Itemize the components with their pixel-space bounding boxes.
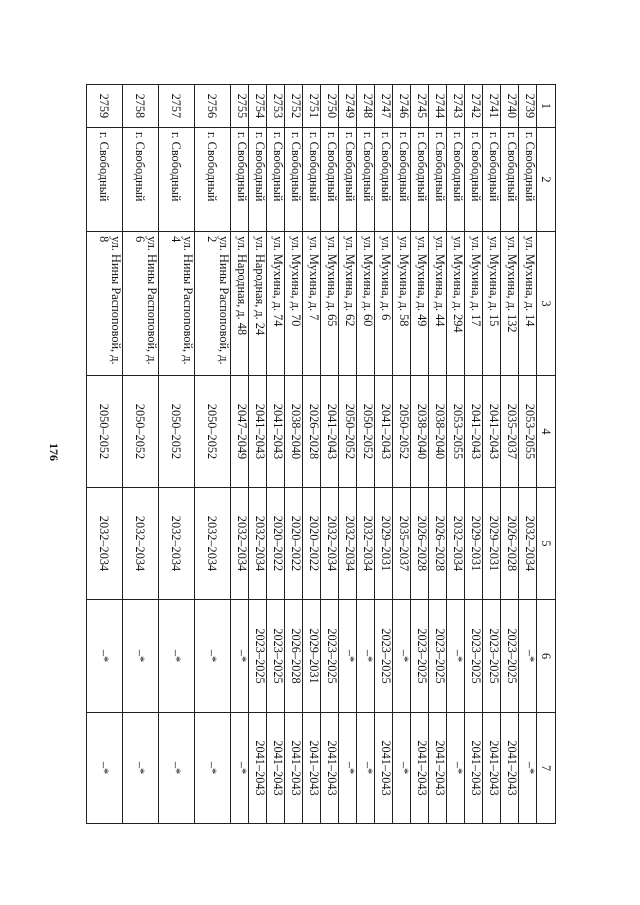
table-cell-col-5: 2029–2031 — [483, 487, 501, 599]
table-cell-col-1: 2748 — [357, 85, 375, 128]
table-cell-col-2: г. Свободный — [267, 127, 285, 231]
table-cell-col-4: 2050–2052 — [123, 375, 159, 487]
table-cell-col-3: ул. Мухина, д. 74 — [267, 232, 285, 376]
table-cell-col-3: ул. Мухина, д. 294 — [447, 232, 465, 376]
table-cell-col-2: г. Свободный — [429, 127, 447, 231]
table-cell-col-1: 2743 — [447, 85, 465, 128]
table-row — [393, 85, 411, 824]
table-cell-col-4: 2041–2043 — [267, 375, 285, 487]
table-cell-col-5: 2032–2034 — [447, 487, 465, 599]
table-cell-col-3: ул. Нины Распоповой, д. 6 — [123, 232, 159, 376]
table-cell-col-4: 2050–2052 — [357, 375, 375, 487]
table-cell-col-7: –* — [123, 713, 159, 824]
table-cell-col-7: –* — [231, 713, 249, 824]
table-cell-col-6: 2026–2028 — [285, 599, 303, 712]
table-cell-col-7: –* — [393, 713, 411, 824]
table-cell-col-5: 2032–2034 — [339, 487, 357, 599]
table-cell-col-5: 2032–2034 — [87, 487, 123, 599]
table-cell-col-1: 2759 — [87, 85, 123, 128]
table-cell-col-7: 2041–2043 — [285, 713, 303, 824]
table-cell-col-4: 2041–2043 — [483, 375, 501, 487]
schedule-table — [86, 84, 556, 824]
table-cell-col-4: 2053–2055 — [447, 375, 465, 487]
table-cell-col-6: –* — [123, 599, 159, 712]
table-row — [339, 85, 357, 824]
table-cell-col-6: 2023–2025 — [375, 599, 393, 712]
table-cell-col-2: г. Свободный — [249, 127, 267, 231]
header-col-6: 6 — [537, 599, 556, 712]
table-row — [195, 85, 231, 824]
table-row — [249, 85, 267, 824]
table-cell-col-7: 2041–2043 — [501, 713, 519, 824]
table-cell-col-4: 2041–2043 — [249, 375, 267, 487]
table-cell-col-6: –* — [231, 599, 249, 712]
table-row — [501, 85, 519, 824]
table-row — [519, 85, 537, 824]
table-cell-col-6: –* — [159, 599, 195, 712]
table-cell-col-7: –* — [159, 713, 195, 824]
table-cell-col-5: 2032–2034 — [357, 487, 375, 599]
table-cell-col-2: г. Свободный — [375, 127, 393, 231]
table-row — [159, 85, 195, 824]
table-cell-col-1: 2755 — [231, 85, 249, 128]
table-cell-col-6: 2023–2025 — [501, 599, 519, 712]
table-cell-col-5: 2020–2022 — [303, 487, 321, 599]
table-cell-col-3: ул. Мухина, д. 15 — [483, 232, 501, 376]
table-cell-col-7: 2041–2043 — [465, 713, 483, 824]
header-col-2: 2 — [537, 127, 556, 231]
table-row — [411, 85, 429, 824]
table-cell-col-5: 2020–2022 — [267, 487, 285, 599]
table-cell-col-6: 2029–2031 — [303, 599, 321, 712]
table-cell-col-1: 2751 — [303, 85, 321, 128]
table-row — [483, 85, 501, 824]
table-cell-col-5: 2032–2034 — [159, 487, 195, 599]
page-number: 176 — [47, 443, 61, 461]
table-cell-col-7: 2041–2043 — [249, 713, 267, 824]
table-container — [97, 84, 556, 824]
table-cell-col-2: г. Свободный — [303, 127, 321, 231]
table-row — [375, 85, 393, 824]
table-cell-col-5: 2029–2031 — [465, 487, 483, 599]
table-cell-col-4: 2050–2052 — [159, 375, 195, 487]
table-cell-col-7: 2041–2043 — [483, 713, 501, 824]
table-cell-col-1: 2740 — [501, 85, 519, 128]
table-cell-col-2: г. Свободный — [465, 127, 483, 231]
table-cell-col-1: 2757 — [159, 85, 195, 128]
table-cell-col-4: 2050–2052 — [87, 375, 123, 487]
table-cell-col-5: 2032–2034 — [123, 487, 159, 599]
table-cell-col-2: г. Свободный — [87, 127, 123, 231]
table-cell-col-6: –* — [87, 599, 123, 712]
table-cell-col-5: 2020–2022 — [285, 487, 303, 599]
table-cell-col-3: ул. Нины Распоповой, д. 4 — [159, 232, 195, 376]
table-row — [267, 85, 285, 824]
table-cell-col-7: –* — [195, 713, 231, 824]
table-cell-col-3: ул. Нины Распоповой, д. 2 — [195, 232, 231, 376]
table-cell-col-4: 2041–2043 — [321, 375, 339, 487]
table-cell-col-5: 2026–2028 — [429, 487, 447, 599]
table-cell-col-6: 2023–2025 — [483, 599, 501, 712]
table-cell-col-3: ул. Народная, д. 24 — [249, 232, 267, 376]
table-cell-col-6: 2023–2025 — [429, 599, 447, 712]
table-row — [447, 85, 465, 824]
table-cell-col-3: ул. Мухина, д. 14 — [519, 232, 537, 376]
table-cell-col-6: –* — [393, 599, 411, 712]
table-cell-col-3: ул. Мухина, д. 62 — [339, 232, 357, 376]
table-cell-col-5: 2029–2031 — [375, 487, 393, 599]
table-cell-col-5: 2032–2034 — [231, 487, 249, 599]
table-cell-col-4: 2053–2055 — [519, 375, 537, 487]
table-cell-col-3: ул. Мухина, д. 6 — [375, 232, 393, 376]
table-row — [429, 85, 447, 824]
table-cell-col-4: 2050–2052 — [393, 375, 411, 487]
table-cell-col-2: г. Свободный — [321, 127, 339, 231]
header-col-7: 7 — [537, 713, 556, 824]
table-cell-col-3: ул. Мухина, д. 7 — [303, 232, 321, 376]
table-cell-col-3: ул. Мухина, д. 70 — [285, 232, 303, 376]
table-cell-col-1: 2747 — [375, 85, 393, 128]
table-cell-col-2: г. Свободный — [357, 127, 375, 231]
table-cell-col-1: 2750 — [321, 85, 339, 128]
table-cell-col-1: 2758 — [123, 85, 159, 128]
table-cell-col-5: 2032–2034 — [249, 487, 267, 599]
table-cell-col-1: 2739 — [519, 85, 537, 128]
table-cell-col-2: г. Свободный — [123, 127, 159, 231]
table-cell-col-6: 2023–2025 — [267, 599, 285, 712]
table-row — [87, 85, 123, 824]
table-cell-col-3: ул. Мухина, д. 49 — [411, 232, 429, 376]
table-row — [465, 85, 483, 824]
table-cell-col-4: 2026–2028 — [303, 375, 321, 487]
table-cell-col-6: 2023–2025 — [321, 599, 339, 712]
table-row — [357, 85, 375, 824]
table-cell-col-3: ул. Народная, д. 48 — [231, 232, 249, 376]
table-cell-col-5: 2026–2028 — [411, 487, 429, 599]
table-cell-col-6: –* — [519, 599, 537, 712]
table-row — [231, 85, 249, 824]
table-cell-col-3: ул. Мухина, д. 65 — [321, 232, 339, 376]
table-cell-col-3: ул. Нины Распоповой, д. 8 — [87, 232, 123, 376]
table-cell-col-6: –* — [357, 599, 375, 712]
table-cell-col-2: г. Свободный — [159, 127, 195, 231]
table-cell-col-2: г. Свободный — [501, 127, 519, 231]
table-cell-col-5: 2032–2034 — [321, 487, 339, 599]
table-cell-col-4: 2047–2049 — [231, 375, 249, 487]
table-cell-col-4: 2050–2052 — [195, 375, 231, 487]
table-cell-col-3: ул. Мухина, д. 60 — [357, 232, 375, 376]
table-row — [285, 85, 303, 824]
table-cell-col-7: 2041–2043 — [267, 713, 285, 824]
table-cell-col-6: 2023–2025 — [465, 599, 483, 712]
table-cell-col-7: –* — [519, 713, 537, 824]
table-cell-col-4: 2041–2043 — [465, 375, 483, 487]
table-cell-col-7: –* — [87, 713, 123, 824]
table-cell-col-1: 2746 — [393, 85, 411, 128]
table-row — [123, 85, 159, 824]
table-cell-col-3: ул. Мухина, д. 132 — [501, 232, 519, 376]
table-cell-col-5: 2035–2037 — [393, 487, 411, 599]
table-cell-col-2: г. Свободный — [393, 127, 411, 231]
table-cell-col-1: 2756 — [195, 85, 231, 128]
table-cell-col-2: г. Свободный — [339, 127, 357, 231]
table-cell-col-1: 2749 — [339, 85, 357, 128]
table-cell-col-2: г. Свободный — [519, 127, 537, 231]
table-cell-col-7: 2041–2043 — [375, 713, 393, 824]
table-row — [321, 85, 339, 824]
table-cell-col-3: ул. Мухина, д. 44 — [429, 232, 447, 376]
table-cell-col-2: г. Свободный — [285, 127, 303, 231]
table-cell-col-7: 2041–2043 — [321, 713, 339, 824]
table-cell-col-2: г. Свободный — [195, 127, 231, 231]
table-cell-col-1: 2752 — [285, 85, 303, 128]
table-cell-col-7: 2041–2043 — [303, 713, 321, 824]
table-cell-col-4: 2041–2043 — [375, 375, 393, 487]
table-row — [303, 85, 321, 824]
table-cell-col-2: г. Свободный — [411, 127, 429, 231]
table-cell-col-4: 2035–2037 — [501, 375, 519, 487]
header-col-3: 3 — [537, 232, 556, 376]
table-cell-col-2: г. Свободный — [447, 127, 465, 231]
table-cell-col-4: 2038–2040 — [429, 375, 447, 487]
table-cell-col-5: 2032–2034 — [195, 487, 231, 599]
table-cell-col-6: –* — [447, 599, 465, 712]
table-cell-col-5: 2026–2028 — [501, 487, 519, 599]
header-col-4: 4 — [537, 375, 556, 487]
table-cell-col-7: –* — [339, 713, 357, 824]
table-cell-col-1: 2742 — [465, 85, 483, 128]
header-col-5: 5 — [537, 487, 556, 599]
table-cell-col-4: 2038–2040 — [285, 375, 303, 487]
table-cell-col-7: –* — [357, 713, 375, 824]
table-cell-col-4: 2050–2052 — [339, 375, 357, 487]
table-cell-col-3: ул. Мухина, д. 58 — [393, 232, 411, 376]
table-cell-col-6: 2023–2025 — [411, 599, 429, 712]
table-cell-col-2: г. Свободный — [231, 127, 249, 231]
table-cell-col-2: г. Свободный — [483, 127, 501, 231]
table-cell-col-1: 2744 — [429, 85, 447, 128]
table-cell-col-7: 2041–2043 — [429, 713, 447, 824]
table-cell-col-3: ул. Мухина, д. 17 — [465, 232, 483, 376]
table-cell-col-6: –* — [195, 599, 231, 712]
table-cell-col-1: 2753 — [267, 85, 285, 128]
table-cell-col-4: 2038–2040 — [411, 375, 429, 487]
table-cell-col-1: 2754 — [249, 85, 267, 128]
table-cell-col-1: 2745 — [411, 85, 429, 128]
table-cell-col-7: 2041–2043 — [411, 713, 429, 824]
table-cell-col-1: 2741 — [483, 85, 501, 128]
table-cell-col-5: 2032–2034 — [519, 487, 537, 599]
header-col-1: 1 — [537, 85, 556, 128]
table-cell-col-6: 2023–2025 — [249, 599, 267, 712]
table-cell-col-6: –* — [339, 599, 357, 712]
header-row — [537, 85, 556, 824]
table-cell-col-7: –* — [447, 713, 465, 824]
